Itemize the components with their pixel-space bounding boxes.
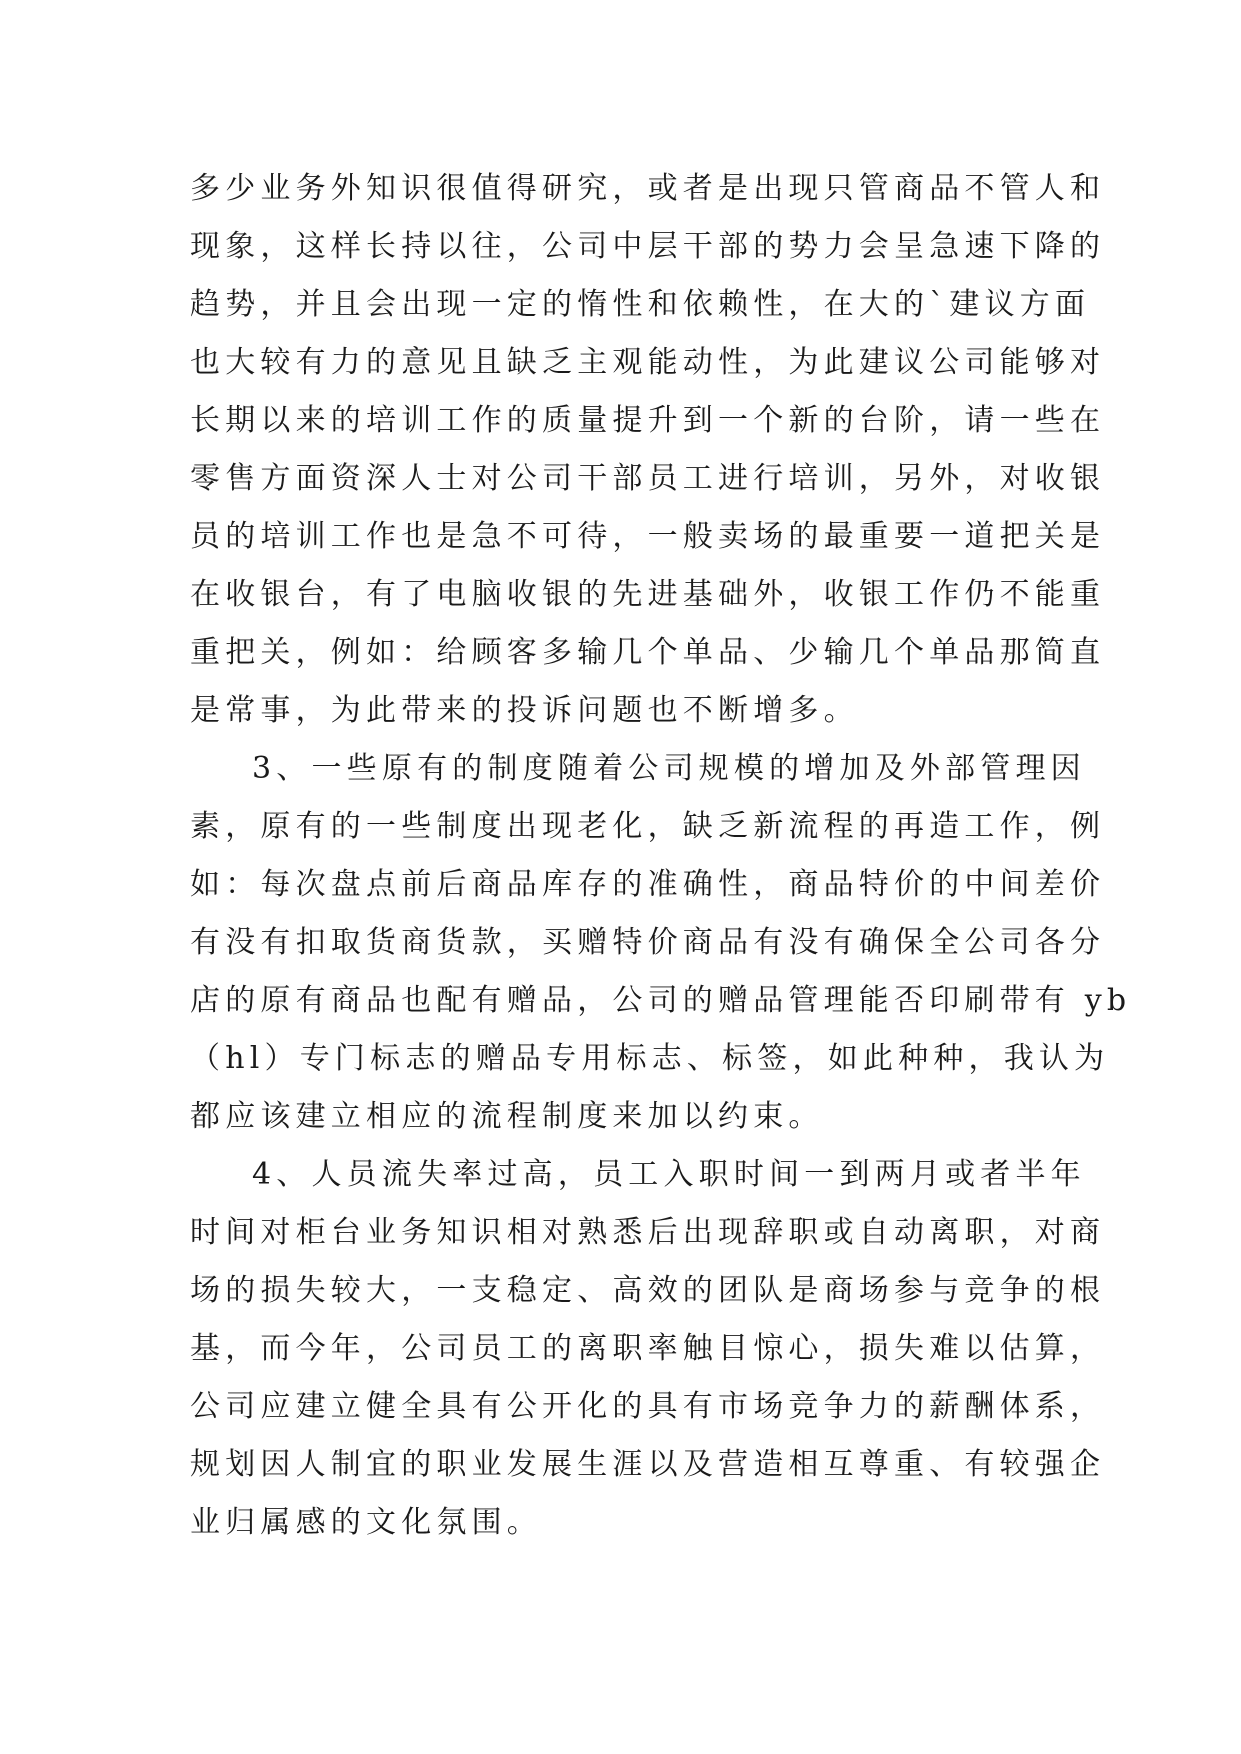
text-line: 都应该建立相应的流程制度来加以约束。 bbox=[190, 1099, 824, 1134]
text-line: 是常事，为此带来的投诉问题也不断增多。 bbox=[190, 693, 859, 728]
text-line: 长期以来的培训工作的质量提升到一个新的台阶，请一些在 bbox=[190, 403, 1106, 438]
text-line: 业归属感的文化氛围。 bbox=[190, 1505, 542, 1540]
text-line: 趋势，并且会出现一定的惰性和依赖性，在大的`建议方面 bbox=[190, 287, 1091, 322]
text-line: 零售方面资深人士对公司干部员工进行培训，另外，对收银 bbox=[190, 461, 1106, 496]
text-line: 多少业务外知识很值得研究，或者是出现只管商品不管人和 bbox=[190, 171, 1106, 206]
text-line: 场的损失较大，一支稳定、高效的团队是商场参与竞争的根 bbox=[190, 1273, 1106, 1308]
text-line: 也大较有力的意见且缺乏主观能动性，为此建议公司能够对 bbox=[190, 345, 1106, 380]
paragraph-3-first-line: 3、一些原有的制度随着公司规模的增加及外部管理因 bbox=[252, 751, 1086, 786]
text-line: 店的原有商品也配有赠品，公司的赠品管理能否印刷带有 yb bbox=[190, 983, 1132, 1018]
paragraph-4-first-line: 4、人员流失率过高，员工入职时间一到两月或者半年 bbox=[252, 1157, 1086, 1192]
text-line: 如：每次盘点前后商品库存的准确性，商品特价的中间差价 bbox=[190, 867, 1106, 902]
text-line: 素，原有的一些制度出现老化，缺乏新流程的再造工作，例 bbox=[190, 809, 1106, 844]
text-line: 重把关，例如：给顾客多输几个单品、少输几个单品那简直 bbox=[190, 635, 1106, 670]
text-line: 基，而今年，公司员工的离职率触目惊心，损失难以估算， bbox=[190, 1331, 1106, 1366]
text-line: 时间对柜台业务知识相对熟悉后出现辞职或自动离职，对商 bbox=[190, 1215, 1106, 1250]
text-line: 在收银台，有了电脑收银的先进基础外，收银工作仍不能重 bbox=[190, 577, 1106, 612]
text-line: 现象，这样长持以往，公司中层干部的势力会呈急速下降的 bbox=[190, 229, 1106, 264]
text-line: 规划因人制宜的职业发展生涯以及营造相互尊重、有较强企 bbox=[190, 1447, 1106, 1482]
document-body bbox=[190, 160, 1132, 1552]
text-line: 员的培训工作也是急不可待，一般卖场的最重要一道把关是 bbox=[190, 519, 1106, 554]
text-line: 有没有扣取货商货款，买赠特价商品有没有确保全公司各分 bbox=[190, 925, 1106, 960]
text-line: 公司应建立健全具有公开化的具有市场竞争力的薪酬体系， bbox=[190, 1389, 1106, 1424]
text-line: （hl）专门标志的赠品专用标志、标签，如此种种，我认为 bbox=[190, 1041, 1110, 1076]
